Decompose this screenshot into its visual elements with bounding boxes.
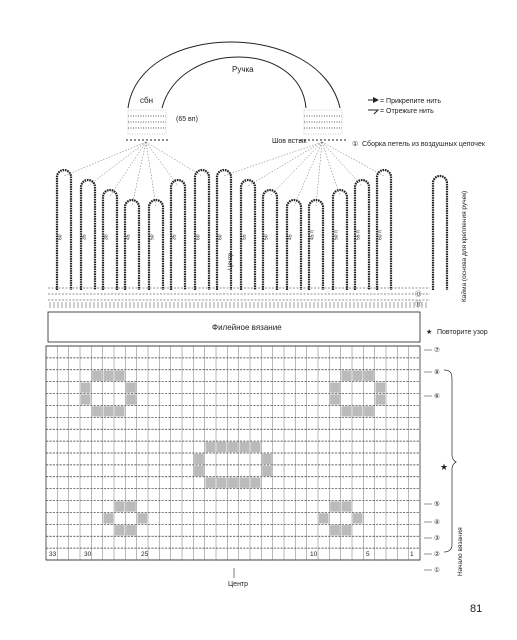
filled-block	[353, 371, 363, 381]
fan-line	[110, 142, 146, 196]
filled-block	[103, 513, 113, 523]
loop-count-label: 60	[217, 234, 224, 240]
row-marker: ①	[434, 567, 440, 574]
row-marker: ⑤	[434, 501, 440, 508]
handle-shape	[128, 42, 340, 108]
fan-line	[294, 142, 322, 206]
column-number: 25	[141, 551, 149, 558]
filled-block	[262, 454, 272, 464]
chain-loop	[81, 180, 95, 290]
fan-line	[64, 142, 146, 176]
filled-block	[330, 382, 340, 392]
fan-line	[146, 142, 202, 176]
filled-block	[92, 371, 102, 381]
star-icon: ★	[426, 329, 433, 336]
filled-block	[341, 406, 351, 416]
filled-block	[81, 394, 91, 404]
center-top-label: Центр	[228, 252, 234, 270]
filled-block	[115, 371, 125, 381]
assembly-marker: ①	[352, 141, 359, 148]
fan-lines	[64, 142, 384, 206]
row-marker: ⑥	[434, 393, 440, 400]
repeat-label: Повторите узор	[437, 329, 488, 336]
loop-count-label: 50 п	[333, 230, 340, 240]
column-number: 5	[366, 551, 370, 558]
filled-block	[103, 371, 113, 381]
filled-block	[137, 513, 147, 523]
fan-line	[322, 142, 340, 196]
chain-loop	[333, 190, 347, 290]
filled-block	[115, 406, 125, 416]
loop-count-label: 45	[125, 234, 132, 240]
filled-block	[126, 394, 136, 404]
row-marker: ⑧	[434, 369, 440, 376]
filled-block	[205, 478, 215, 488]
loop-count-label: 55 п	[355, 230, 362, 240]
sbn-label: сбн	[140, 96, 153, 105]
chain-loop	[241, 180, 255, 290]
chain-loop	[149, 200, 163, 290]
star-icon-2: ★	[440, 462, 449, 472]
loop-count-label: 35	[81, 234, 88, 240]
handle-label: Ручка	[232, 65, 254, 74]
filled-block	[228, 442, 238, 452]
filled-block	[115, 525, 125, 535]
fan-line	[146, 142, 178, 186]
chain-loop	[287, 200, 301, 290]
filled-block	[126, 382, 136, 392]
page-number: 81	[470, 603, 483, 615]
loop-count-label: 50	[149, 234, 156, 240]
right-handle-base	[300, 110, 346, 140]
loop-count-label: 35	[171, 234, 178, 240]
filet-label: Филейное вязание	[212, 323, 282, 332]
chain-loop	[171, 180, 185, 290]
column-number: 30	[84, 551, 92, 558]
center-bottom-label: Центр	[228, 581, 249, 588]
filled-block	[330, 394, 340, 404]
filled-block	[239, 442, 249, 452]
fan-line	[316, 142, 322, 206]
filled-block	[375, 382, 385, 392]
loop-count-label: 45 п	[309, 230, 316, 240]
filled-block	[217, 478, 227, 488]
legend	[368, 98, 441, 115]
filled-block	[239, 478, 249, 488]
chain-loop	[355, 180, 369, 290]
chain-loop	[103, 190, 117, 290]
start-label: Начало вязания	[457, 527, 464, 576]
filled-block	[115, 501, 125, 511]
filled-block	[92, 406, 102, 416]
filled-block	[126, 501, 136, 511]
chain-count-label: (65 вп)	[176, 116, 198, 123]
filled-block	[353, 513, 363, 523]
filled-block	[251, 442, 261, 452]
filled-block	[375, 394, 385, 404]
fan-line	[132, 142, 146, 206]
chain-loop	[309, 200, 323, 290]
column-number: 33	[49, 551, 57, 558]
column-number: 1	[410, 551, 414, 558]
filled-block	[194, 454, 204, 464]
filled-block	[319, 513, 329, 523]
loop-count-label: 60	[195, 234, 202, 240]
row-marker: ⑦	[434, 347, 440, 354]
chain-loop	[195, 170, 209, 290]
row-marker: ⑫	[415, 291, 422, 298]
edging-band	[48, 288, 430, 308]
fan-line	[224, 142, 322, 176]
row-marker: ③	[434, 535, 440, 542]
filled-block	[251, 478, 261, 488]
loop-count-label: 30	[103, 234, 110, 240]
filled-block	[364, 371, 374, 381]
filled-block	[194, 466, 204, 476]
chain-loop	[57, 170, 71, 290]
filled-block	[81, 382, 91, 392]
left-handle-base	[126, 110, 168, 140]
filled-block	[341, 525, 351, 535]
repeat-bracket	[444, 370, 456, 552]
legend-cut: = Отрежьте нить	[380, 108, 434, 115]
row-marker: ⑪	[415, 301, 422, 308]
filled-block	[103, 406, 113, 416]
loop-count-label: 45	[287, 234, 294, 240]
column-number: 10	[310, 551, 318, 558]
seam-label: Шов встык	[272, 138, 307, 145]
filled-block	[217, 442, 227, 452]
filled-block	[364, 406, 374, 416]
loop-count-label: 50	[263, 234, 270, 240]
filled-block	[205, 442, 215, 452]
loop-count-label: 60	[57, 234, 64, 240]
filled-block	[341, 371, 351, 381]
filled-block	[262, 466, 272, 476]
chain-loop	[263, 190, 277, 290]
filled-block	[330, 501, 340, 511]
chain-loop	[433, 176, 447, 290]
filet-grid	[46, 346, 420, 560]
legend-attach: = Прикрепите нить	[380, 98, 442, 105]
fan-line	[322, 142, 362, 186]
chain-loop	[125, 200, 139, 290]
filled-block	[330, 525, 340, 535]
loop-count-label: 55	[241, 234, 248, 240]
chain-loop	[377, 170, 391, 290]
row-marker: ②	[434, 551, 440, 558]
filled-block	[341, 501, 351, 511]
filled-block	[228, 478, 238, 488]
loop-count-label: 60 п	[377, 230, 384, 240]
edging-label: Кайма (основа для крепления ручек)	[461, 190, 468, 302]
assembly-label: Сборка петель из воздушных цепочек	[362, 141, 485, 148]
row-marker: ④	[434, 519, 440, 526]
filled-block	[353, 406, 363, 416]
column-numbers	[49, 551, 414, 558]
fan-line	[270, 142, 322, 196]
chain-loop	[217, 170, 231, 290]
filled-block	[126, 525, 136, 535]
fan-line	[146, 142, 156, 206]
fan-line	[88, 142, 146, 186]
